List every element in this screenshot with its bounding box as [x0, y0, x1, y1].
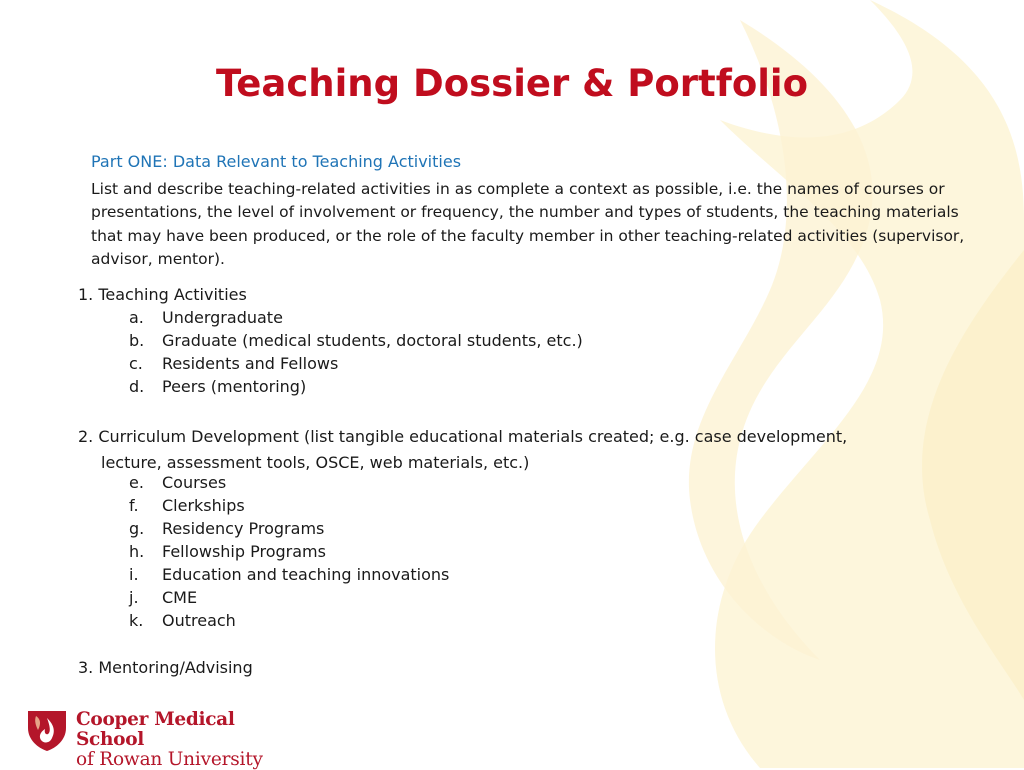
list-marker: j.: [129, 588, 139, 607]
list-item: Undergraduate: [162, 308, 283, 327]
list-item: Residents and Fellows: [162, 354, 339, 373]
intro-paragraph: List and describe teaching-related activities in as complete a context as possible, i.e. the names of courses or presentations, the level of involvement or frequency, the number and types of students, the teaching materials that may have been produced, or the role of the faculty member in other teaching-related activities (supervisor, advisor, mentor).: [91, 180, 965, 268]
cooper-medical-school-logo: [26, 708, 286, 770]
section1-heading: 1. Teaching Activities: [78, 285, 247, 304]
list-marker: g.: [129, 519, 145, 538]
list-marker: b.: [129, 331, 145, 350]
list-marker: f.: [129, 496, 139, 515]
list-marker: a.: [129, 308, 144, 327]
list-item: Peers (mentoring): [162, 377, 307, 396]
list-item: Outreach: [162, 611, 236, 630]
logo-line1: Cooper Medical School: [76, 709, 235, 750]
list-item: Clerkships: [162, 496, 245, 515]
list-item: Fellowship Programs: [162, 542, 326, 561]
list-marker: d.: [129, 377, 145, 396]
section2-heading-line2: lecture, assessment tools, OSCE, web materials, etc.): [101, 453, 530, 472]
section2-heading-line1: 2. Curriculum Development (list tangible educational materials created; e.g. case development,: [78, 427, 848, 446]
list-marker: e.: [129, 473, 144, 492]
logo-line2: of Rowan University: [76, 749, 263, 770]
shield-flame-icon: [26, 708, 68, 752]
list-item: Graduate (medical students, doctoral students, etc.): [162, 331, 583, 350]
list-item: CME: [162, 588, 198, 607]
section3-heading: 3. Mentoring/Advising: [78, 658, 253, 677]
list-marker: c.: [129, 354, 143, 373]
list-item: Residency Programs: [162, 519, 325, 538]
list-marker: k.: [129, 611, 144, 630]
list-marker: i.: [129, 565, 139, 584]
list-marker: h.: [129, 542, 145, 561]
list-item: Education and teaching innovations: [162, 565, 450, 584]
list-item: Courses: [162, 473, 227, 492]
slide-title: Teaching Dossier & Portfolio: [215, 62, 809, 105]
part-heading: Part ONE: Data Relevant to Teaching Activities: [91, 152, 462, 171]
